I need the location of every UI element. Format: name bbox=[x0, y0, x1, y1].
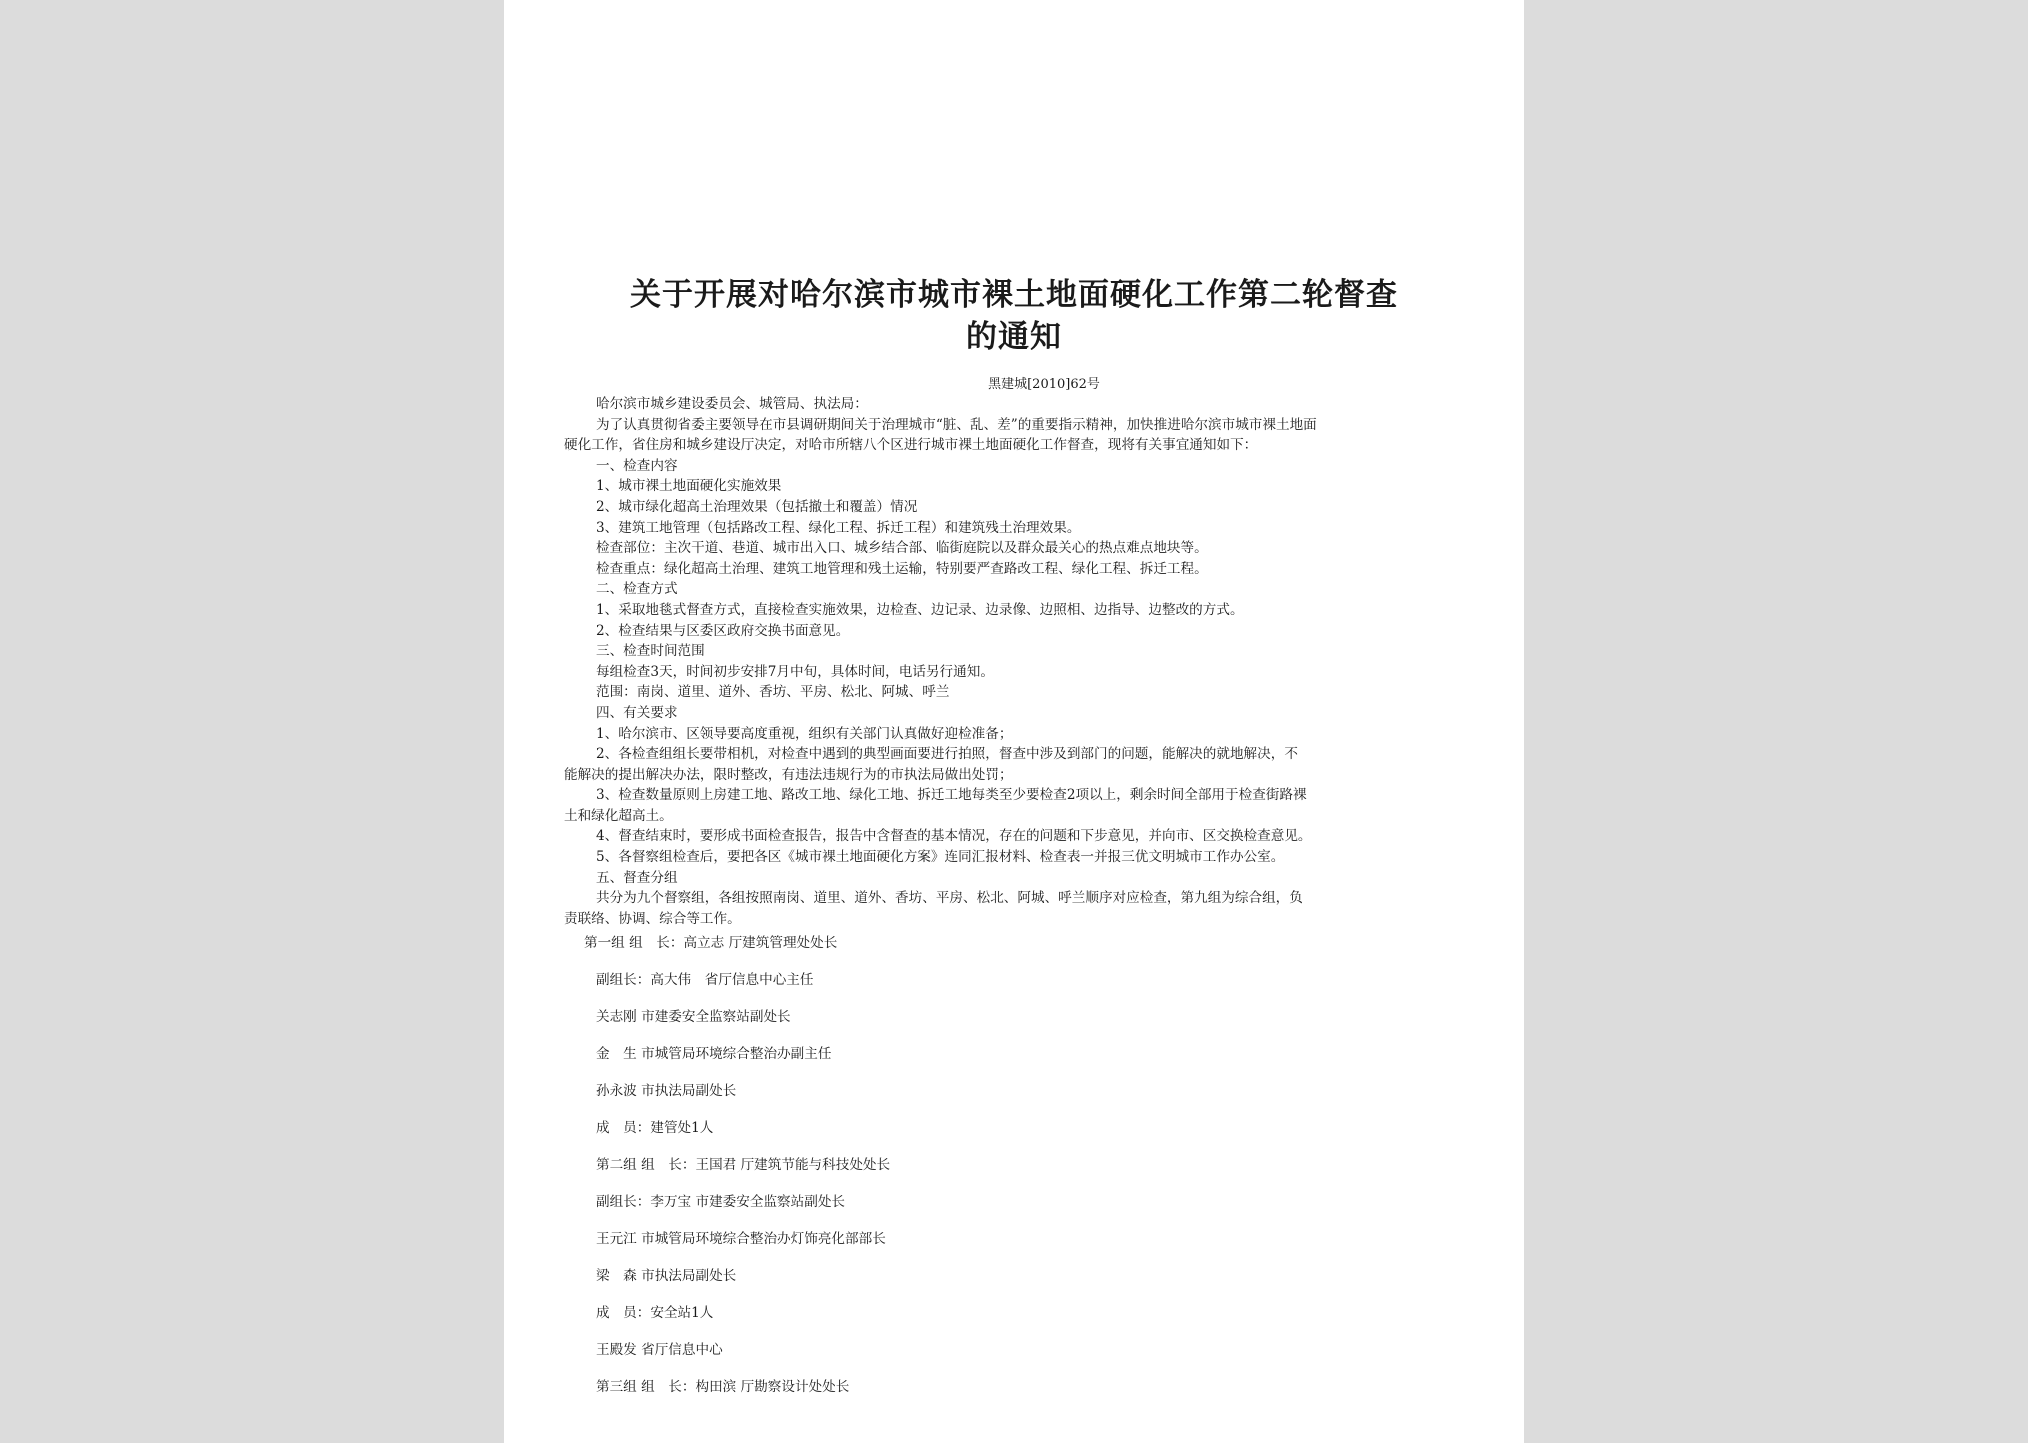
inspection-locations: 检查部位：主次干道、巷道、城市出入口、城乡结合部、临街庭院以及群众最关心的热点难点地块等。 bbox=[596, 540, 1208, 557]
inspection-groups bbox=[564, 933, 1464, 1414]
group-line: 王殿发 省厅信息中心 bbox=[596, 1342, 723, 1359]
group-line: 关志刚 市建委安全监察站副处长 bbox=[596, 1009, 791, 1026]
section-heading: 四、有关要求 bbox=[596, 704, 678, 721]
document-number: 黑建城[2010]62号 bbox=[988, 377, 1100, 392]
group-line: 副组长：李万宝 市建委安全监察站副处长 bbox=[596, 1194, 846, 1211]
group-line: 孙永波 市执法局副处长 bbox=[596, 1083, 737, 1100]
list-item: 4、督查结束时，要形成书面检查报告，报告中含督查的基本情况，存在的问题和下步意见，并向市、区交换检查意见。 bbox=[596, 828, 1312, 845]
list-item: 2、各检查组组长要带相机，对检查中遇到的典型画面要进行拍照，督查中涉及到部门的问题，能解决的就地解决，不 bbox=[596, 746, 1298, 763]
document-page bbox=[504, 0, 1524, 1443]
group-line: 副组长：高大伟 省厅信息中心主任 bbox=[596, 972, 814, 989]
group-line: 成 员：建管处1人 bbox=[596, 1120, 714, 1137]
group-line: 王元江 市城管局环境综合整治办灯饰亮化部部长 bbox=[596, 1231, 886, 1248]
inspection-time: 每组检查3天，时间初步安排7月中旬，具体时间，电话另行通知。 bbox=[596, 663, 994, 680]
document-body bbox=[564, 394, 1464, 929]
section-heading: 二、检查方式 bbox=[596, 581, 678, 598]
list-item: 5、各督察组检查后，要把各区《城市裸土地面硬化方案》连同汇报材料、检查表一并报三优文明城市工作办公室。 bbox=[596, 849, 1285, 866]
recipients: 哈尔滨市城乡建设委员会、城管局、执法局： bbox=[596, 396, 868, 412]
inspection-focus: 检查重点：绿化超高土治理、建筑工地管理和残土运输，特别要严查路改工程、绿化工程、拆迁工程。 bbox=[596, 560, 1208, 577]
groups-description: 共分为九个督察组，各组按照南岗、道里、道外、香坊、平房、松北、阿城、呼兰顺序对应检查，第九组为综合组，负 bbox=[596, 890, 1303, 907]
title-line-1: 关于开展对哈尔滨市城市裸土地面硬化工作第二轮督查 bbox=[630, 277, 1398, 313]
list-item: 1、哈尔滨市、区领导要高度重视，组织有关部门认真做好迎检准备； bbox=[596, 725, 1013, 742]
inspection-scope: 范围：南岗、道里、道外、香坊、平房、松北、阿城、呼兰 bbox=[596, 684, 950, 701]
list-item: 2、城市绿化超高土治理效果（包括撤土和覆盖）情况 bbox=[596, 498, 918, 515]
group-line: 第三组 组 长：构田滨 厅勘察设计处处长 bbox=[596, 1379, 850, 1396]
list-item: 3、检查数量原则上房建工地、路改工地、绿化工地、拆迁工地每类至少要检查2项以上，剩余时间全部用于检查街路裸 bbox=[596, 787, 1307, 804]
section-heading: 一、检查内容 bbox=[596, 457, 678, 474]
intro-line-1: 为了认真贯彻省委主要领导在市县调研期间关于治理城市“脏、乱、差”的重要指示精神，加快推进哈尔滨市城市裸土地面 bbox=[596, 416, 1317, 433]
list-item: 1、采取地毯式督查方式，直接检查实施效果，边检查、边记录、边录像、边照相、边指导、边整改的方式。 bbox=[596, 601, 1244, 618]
section-heading: 五、督查分组 bbox=[596, 869, 678, 886]
list-item: 1、城市裸土地面硬化实施效果 bbox=[596, 478, 782, 495]
intro-line-2: 硬化工作，省住房和城乡建设厅决定，对哈市所辖八个区进行城市裸土地面硬化工作督查，现将有关事宜通知如下： bbox=[564, 437, 1258, 454]
document-title bbox=[564, 274, 1464, 358]
group-line: 金 生 市城管局环境综合整治办副主任 bbox=[596, 1046, 832, 1063]
group-line: 第一组 组 长：高立志 厅建筑管理处处长 bbox=[584, 935, 838, 952]
list-item-continued: 能解决的提出解决办法，限时整改，有违法违规行为的市执法局做出处罚； bbox=[564, 766, 1013, 783]
list-item: 2、检查结果与区委区政府交换书面意见。 bbox=[596, 622, 850, 639]
groups-description-continued: 责联络、协调、综合等工作。 bbox=[564, 910, 741, 927]
document-content bbox=[564, 274, 1464, 1414]
group-line: 第二组 组 长：王国君 厅建筑节能与科技处处长 bbox=[596, 1157, 891, 1174]
section-heading: 三、检查时间范围 bbox=[596, 643, 705, 660]
title-line-2: 的通知 bbox=[966, 319, 1062, 355]
list-item: 3、建筑工地管理（包括路改工程、绿化工程、拆迁工程）和建筑残土治理效果。 bbox=[596, 519, 1081, 536]
group-line: 梁 森 市执法局副处长 bbox=[596, 1268, 737, 1285]
group-line: 成 员：安全站1人 bbox=[596, 1305, 714, 1322]
list-item-continued: 土和绿化超高土。 bbox=[564, 807, 673, 824]
